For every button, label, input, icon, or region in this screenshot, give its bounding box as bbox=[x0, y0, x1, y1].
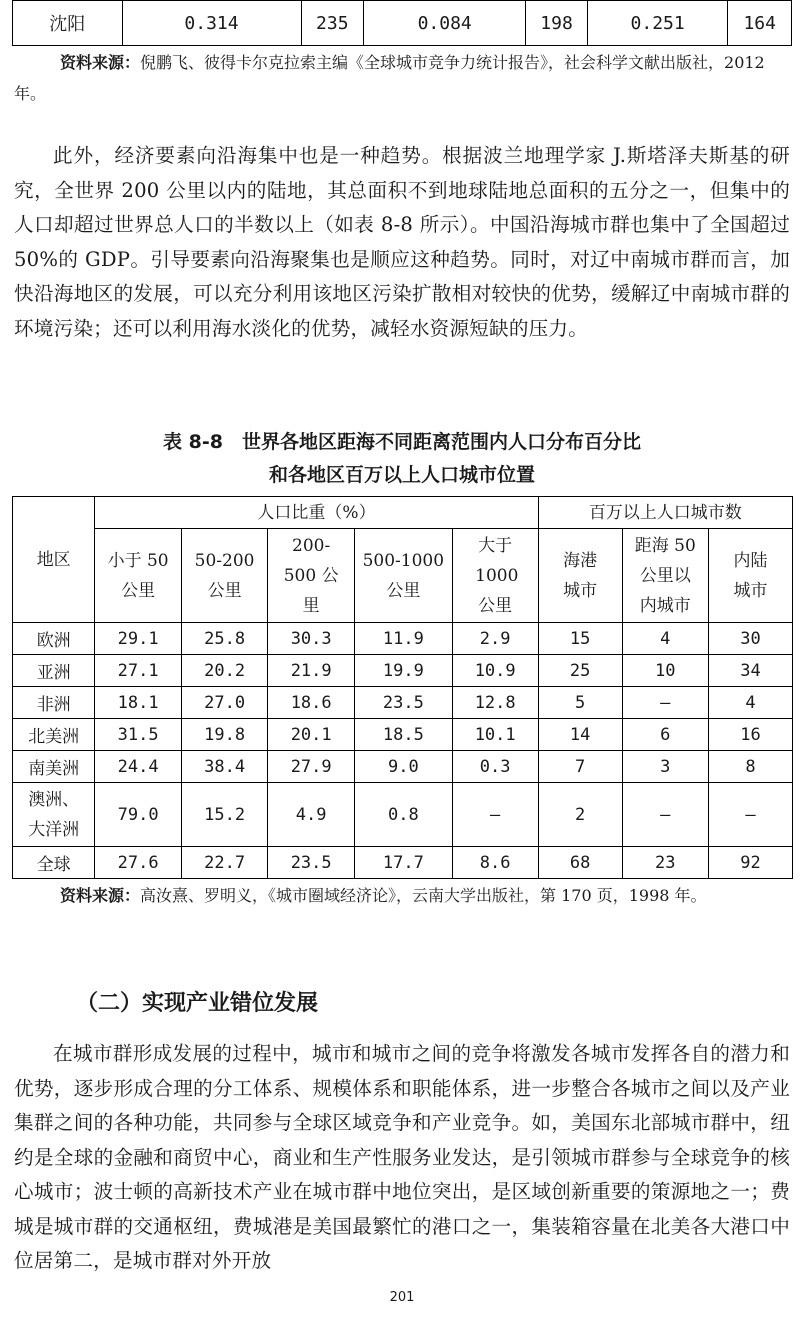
table-cell: 9.0 bbox=[354, 751, 452, 783]
source-text: 高汝熹、罗明义，《城市圈域经济论》，云南大学出版社，第 170 页，1998 年。 bbox=[140, 886, 707, 905]
table-cell: 27.1 bbox=[95, 655, 181, 687]
table-row bbox=[13, 1, 792, 46]
table-cell: 0.084 bbox=[364, 1, 526, 46]
source-note-1 bbox=[14, 47, 790, 109]
table-cell: 0.8 bbox=[354, 783, 452, 847]
column-header: 小于 50 公里 bbox=[95, 529, 181, 623]
table-cell: 8 bbox=[708, 751, 792, 783]
paragraph-text: 在城市群形成发展的过程中，城市和城市之间的竞争将激发各城市发挥各自的潜力和优势，逐步形成合理的分工体系、规模体系和职能体系，进一步整合各城市之间以及产业集群之间的各种功能，共同参与全球区域竞争和产业竞争。如，美国东北部城市群中，纽约是全球的金融和商贸中心，商业和生产性服务业发达，是引领城市群参与全球竞争的核心城市；波士顿的高新技术产业在城市群中地位突出，是区域创新重要的策源地之一；费城是城市群的交通枢纽，费城港是美国最繁忙的港口之一，集装箱容量在北美各大港口中位居第二，是城市群对外开放 bbox=[14, 1042, 790, 1272]
table-cell: 23 bbox=[622, 847, 708, 879]
table-cell: 7 bbox=[538, 751, 622, 783]
row-region: 北美洲 bbox=[13, 719, 95, 751]
column-group-million-cities: 百万以上人口城市数 bbox=[538, 497, 792, 529]
row-region: 欧洲 bbox=[13, 623, 95, 655]
table-cell: – bbox=[708, 783, 792, 847]
table-cell: 沈阳 bbox=[13, 1, 123, 46]
table-cell: 235 bbox=[301, 1, 364, 46]
table-cell: 2 bbox=[538, 783, 622, 847]
column-header-region: 地区 bbox=[13, 497, 95, 623]
table-row bbox=[13, 655, 793, 687]
table-cell: 27.0 bbox=[181, 687, 268, 719]
table-cell: 18.6 bbox=[268, 687, 355, 719]
table-caption bbox=[0, 426, 804, 492]
body-paragraph-2 bbox=[14, 1037, 790, 1285]
table-cell: 31.5 bbox=[95, 719, 181, 751]
source-note-2 bbox=[14, 880, 790, 911]
column-header: 距海 50 公里以内城市 bbox=[622, 529, 708, 623]
row-region: 非洲 bbox=[13, 687, 95, 719]
column-header: 50-200 公里 bbox=[181, 529, 268, 623]
column-header: 500-1000 公里 bbox=[354, 529, 452, 623]
table-cell: 16 bbox=[708, 719, 792, 751]
table-cell: 68 bbox=[538, 847, 622, 879]
section-heading: （二）实现产业错位发展 bbox=[76, 991, 319, 1016]
table-cell: 21.9 bbox=[268, 655, 355, 687]
column-header: 海港城市 bbox=[538, 529, 622, 623]
table-cell: 12.8 bbox=[452, 687, 538, 719]
column-header: 内陆城市 bbox=[708, 529, 792, 623]
row-region: 澳洲、大洋洲 bbox=[13, 783, 95, 847]
table-cell: 0.3 bbox=[452, 751, 538, 783]
table-cell: 10 bbox=[622, 655, 708, 687]
table-cell: 22.7 bbox=[181, 847, 268, 879]
table-cell: – bbox=[622, 687, 708, 719]
row-region: 南美洲 bbox=[13, 751, 95, 783]
table-header-row bbox=[13, 497, 793, 529]
table-row bbox=[13, 847, 793, 879]
table-row bbox=[13, 687, 793, 719]
table-row bbox=[13, 751, 793, 783]
table-cell: 2.9 bbox=[452, 623, 538, 655]
table-cell: 0.314 bbox=[122, 1, 301, 46]
table-cell: – bbox=[622, 783, 708, 847]
table-cell: 25 bbox=[538, 655, 622, 687]
column-header: 200-500 公里 bbox=[268, 529, 355, 623]
table-cell: 4 bbox=[622, 623, 708, 655]
table-row bbox=[13, 623, 793, 655]
table-cell: 79.0 bbox=[95, 783, 181, 847]
table-cell: 0.251 bbox=[587, 1, 728, 46]
table-caption-line-1: 表 8-8 世界各地区距海不同距离范围内人口分布百分比 bbox=[163, 431, 641, 453]
table-cell: 198 bbox=[526, 1, 588, 46]
table-cell: 4 bbox=[708, 687, 792, 719]
table-cell: 27.6 bbox=[95, 847, 181, 879]
table-cell: 6 bbox=[622, 719, 708, 751]
source-label: 资料来源： bbox=[60, 886, 141, 905]
table-cell: 20.1 bbox=[268, 719, 355, 751]
paragraph-text: 此外，经济要素向沿海集中也是一种趋势。根据波兰地理学家 J.斯塔泽夫斯基的研究，全世界 200 公里以内的陆地，其总面积不到地球陆地总面积的五分之一，但集中的人口却超过世界总人口的半数以上（如表 8-8 所示）。中国沿海城市群也集中了全国超过 50%的 GDP。引导要素向沿海聚集也是顺应这种趋势。同时，对辽中南城市群而言，加快沿海地区的发展，可以充分利用该地区污染扩散相对较快的优势，缓解辽中南城市群的环境污染；还可以利用海水淡化的优势，减轻水资源短缺的压力。 bbox=[14, 144, 790, 340]
table-row bbox=[13, 719, 793, 751]
table-cell: 92 bbox=[708, 847, 792, 879]
table-cell: 15 bbox=[538, 623, 622, 655]
table-row bbox=[13, 783, 793, 847]
table-subheader-row bbox=[13, 529, 793, 623]
table-cell: 10.9 bbox=[452, 655, 538, 687]
row-region: 全球 bbox=[13, 847, 95, 879]
table-cell: 11.9 bbox=[354, 623, 452, 655]
table-cell: 20.2 bbox=[181, 655, 268, 687]
table-cell: 27.9 bbox=[268, 751, 355, 783]
table-cell: 8.6 bbox=[452, 847, 538, 879]
table-cell: 30.3 bbox=[268, 623, 355, 655]
table-cell: 5 bbox=[538, 687, 622, 719]
column-group-population-share: 人口比重（%） bbox=[95, 497, 538, 529]
table-cell: 23.5 bbox=[354, 687, 452, 719]
population-distribution-table bbox=[12, 496, 793, 879]
row-region: 亚洲 bbox=[13, 655, 95, 687]
table-cell: 18.1 bbox=[95, 687, 181, 719]
table-cell: 29.1 bbox=[95, 623, 181, 655]
page-number: 201 bbox=[389, 1290, 415, 1305]
table-cell: 3 bbox=[622, 751, 708, 783]
previous-table-last-row bbox=[12, 0, 792, 46]
source-label: 资料来源： bbox=[60, 53, 141, 72]
table-cell: 19.8 bbox=[181, 719, 268, 751]
table-cell: 34 bbox=[708, 655, 792, 687]
body-paragraph-1 bbox=[14, 139, 790, 346]
table-cell: 14 bbox=[538, 719, 622, 751]
table-cell: 23.5 bbox=[268, 847, 355, 879]
table-cell: 24.4 bbox=[95, 751, 181, 783]
column-header: 大于 1000 公里 bbox=[452, 529, 538, 623]
table-cell: 4.9 bbox=[268, 783, 355, 847]
table-cell: 164 bbox=[728, 1, 792, 46]
table-caption-line-2: 和各地区百万以上人口城市位置 bbox=[268, 464, 535, 486]
table-cell: 19.9 bbox=[354, 655, 452, 687]
table-cell: 15.2 bbox=[181, 783, 268, 847]
table-cell: – bbox=[452, 783, 538, 847]
table-cell: 25.8 bbox=[181, 623, 268, 655]
table-cell: 18.5 bbox=[354, 719, 452, 751]
table-cell: 38.4 bbox=[181, 751, 268, 783]
source-text: 倪鹏飞、彼得卡尔克拉索主编《全球城市竞争力统计报告》，社会科学文献出版社，2012 年。 bbox=[14, 53, 765, 103]
table-cell: 10.1 bbox=[452, 719, 538, 751]
table-cell: 17.7 bbox=[354, 847, 452, 879]
table-cell: 30 bbox=[708, 623, 792, 655]
